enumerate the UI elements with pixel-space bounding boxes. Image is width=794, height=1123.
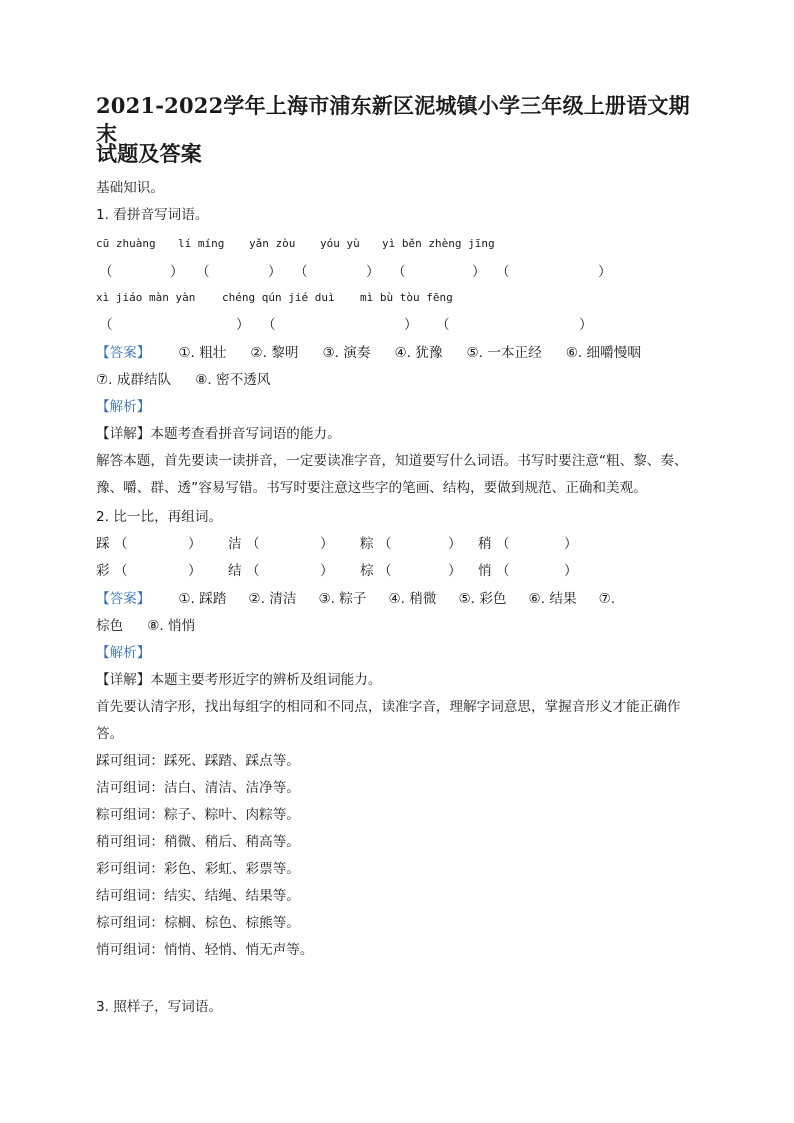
answer-item: ④. 稍微 bbox=[388, 591, 437, 607]
answer-item: ⑥. 细嚼慢咽 bbox=[565, 345, 641, 361]
answer-blank-open: （ bbox=[496, 264, 510, 280]
q1-pinyin: mì bù tòu fēng bbox=[360, 291, 453, 304]
q1-answer-line1 bbox=[96, 343, 641, 363]
answer-item: ②. 黎明 bbox=[250, 345, 299, 361]
word-group-line: 稍可组词：稍微、稍后、稍高等。 bbox=[96, 834, 300, 850]
word-group-line: 结可组词：结实、结绳、结果等。 bbox=[96, 888, 300, 904]
q2-item: 棕 （ ） bbox=[360, 563, 462, 579]
answer-item: ①. 踩踏 bbox=[178, 591, 227, 607]
q2-detail bbox=[96, 670, 381, 690]
section-heading: 基础知识。 bbox=[96, 180, 164, 196]
word-group-line: 彩可组词：彩色、彩虹、彩票等。 bbox=[96, 861, 300, 877]
answer-blank-close: ） bbox=[268, 264, 282, 280]
word-group-line: 棕可组词：棕榈、棕色、棕熊等。 bbox=[96, 915, 300, 931]
q2-item: 踩 （ ） bbox=[96, 536, 202, 552]
answer-item: ③. 粽子 bbox=[318, 591, 367, 607]
answer-blank-close: ） bbox=[170, 264, 184, 280]
answer-blank-close: ） bbox=[579, 317, 593, 333]
answer-blank-open: （ bbox=[99, 317, 113, 333]
q1-pinyin: yì běn zhèng jīng bbox=[382, 237, 495, 250]
q1-detail bbox=[96, 424, 341, 444]
q3-prompt: 3. 照样子，写词语。 bbox=[96, 999, 223, 1015]
answer-item: ⑧. 悄悄 bbox=[147, 618, 196, 634]
q2-answer-line1 bbox=[96, 589, 615, 609]
detail-tag: 【详解】 bbox=[96, 672, 151, 688]
answer-item: ⑤. 一本正经 bbox=[466, 345, 542, 361]
word-group-line: 悄可组词：悄悄、轻悄、悄无声等。 bbox=[96, 942, 314, 958]
answer-item: ③. 演奏 bbox=[322, 345, 371, 361]
q2-prompt: 2. 比一比，再组词。 bbox=[96, 509, 223, 525]
answer-blank-open: （ bbox=[436, 317, 450, 333]
q1-answer-line2 bbox=[96, 370, 270, 390]
answer-blank-close: ） bbox=[236, 317, 250, 333]
q2-item: 悄 （ ） bbox=[478, 563, 578, 579]
analysis-tag: 【解析】 bbox=[96, 645, 151, 661]
q2-item: 稍 （ ） bbox=[478, 536, 578, 552]
word-group-line: 洁可组词：洁白、清洁、洁净等。 bbox=[96, 780, 300, 796]
answer-blank-open: （ bbox=[99, 264, 113, 280]
answer-blank-close: ） bbox=[472, 264, 486, 280]
document-title-line2: 试题及答案 bbox=[96, 141, 202, 166]
q1-pinyin: yǎn zòu bbox=[249, 237, 296, 250]
detail-text: 本题主要考形近字的辨析及组词能力。 bbox=[150, 672, 382, 688]
answer-item: ⑥. 结果 bbox=[528, 591, 577, 607]
word-group-line: 踩可组词：踩死、踩踏、踩点等。 bbox=[96, 753, 300, 769]
answer-blank-open: （ bbox=[392, 264, 406, 280]
q2-item: 彩 （ ） bbox=[96, 563, 202, 579]
detail-tag: 【详解】 bbox=[96, 426, 151, 442]
answer-blank-open: （ bbox=[294, 264, 308, 280]
q1-pinyin: yóu yù bbox=[320, 237, 360, 250]
answer-item: ④. 犹豫 bbox=[394, 345, 443, 361]
detail-text: 本题考查看拼音写词语的能力。 bbox=[150, 426, 341, 442]
document-title-line1: 2021-2022学年上海市浦东新区泥城镇小学三年级上册语文期末 bbox=[96, 93, 690, 146]
q2-item: 粽 （ ） bbox=[360, 536, 462, 552]
answer-blank-open: （ bbox=[196, 264, 210, 280]
q2-explanation: 首先要认清字形，找出每组字的相同和不同点，读准字音，理解字词意思，掌握音形义才能正确作答。 bbox=[96, 699, 681, 742]
answer-tag: 【答案】 bbox=[96, 591, 151, 607]
q2-item: 洁 （ ） bbox=[228, 536, 334, 552]
answer-item: ⑤. 彩色 bbox=[458, 591, 507, 607]
answer-item: ②. 清洁 bbox=[248, 591, 297, 607]
q1-pinyin: lí míng bbox=[178, 237, 225, 250]
q1-pinyin: chéng qún jié duì bbox=[222, 291, 335, 304]
analysis-tag: 【解析】 bbox=[96, 399, 151, 415]
answer-blank-close: ） bbox=[404, 317, 418, 333]
answer-item: ⑦. bbox=[598, 591, 616, 607]
q1-explanation: 解答本题，首先要读一读拼音，一定要读准字音，知道要写什么词语。书写时要注意“粗、黎、奏、豫、嚼、群、透”容易写错。书写时要注意这些字的笔画、结构，要做到规范、正确和美观。 bbox=[96, 453, 688, 496]
q2-answer-line2 bbox=[96, 616, 195, 636]
q1-prompt: 1. 看拼音写词语。 bbox=[96, 207, 209, 223]
answer-item: 棕色 bbox=[96, 618, 124, 634]
q1-pinyin: cū zhuàng bbox=[96, 237, 156, 250]
q2-item: 结 （ ） bbox=[228, 563, 334, 579]
answer-item: ⑦. 成群结队 bbox=[96, 372, 172, 388]
word-group-line: 粽可组词：粽子、粽叶、肉粽等。 bbox=[96, 807, 300, 823]
answer-item: ⑧. 密不透风 bbox=[195, 372, 271, 388]
q1-pinyin: xì jiáo màn yàn bbox=[96, 291, 196, 304]
answer-blank-close: ） bbox=[366, 264, 380, 280]
answer-blank-close: ） bbox=[598, 264, 612, 280]
answer-tag: 【答案】 bbox=[96, 345, 151, 361]
answer-blank-open: （ bbox=[262, 317, 276, 333]
answer-item: ①. 粗壮 bbox=[178, 345, 227, 361]
